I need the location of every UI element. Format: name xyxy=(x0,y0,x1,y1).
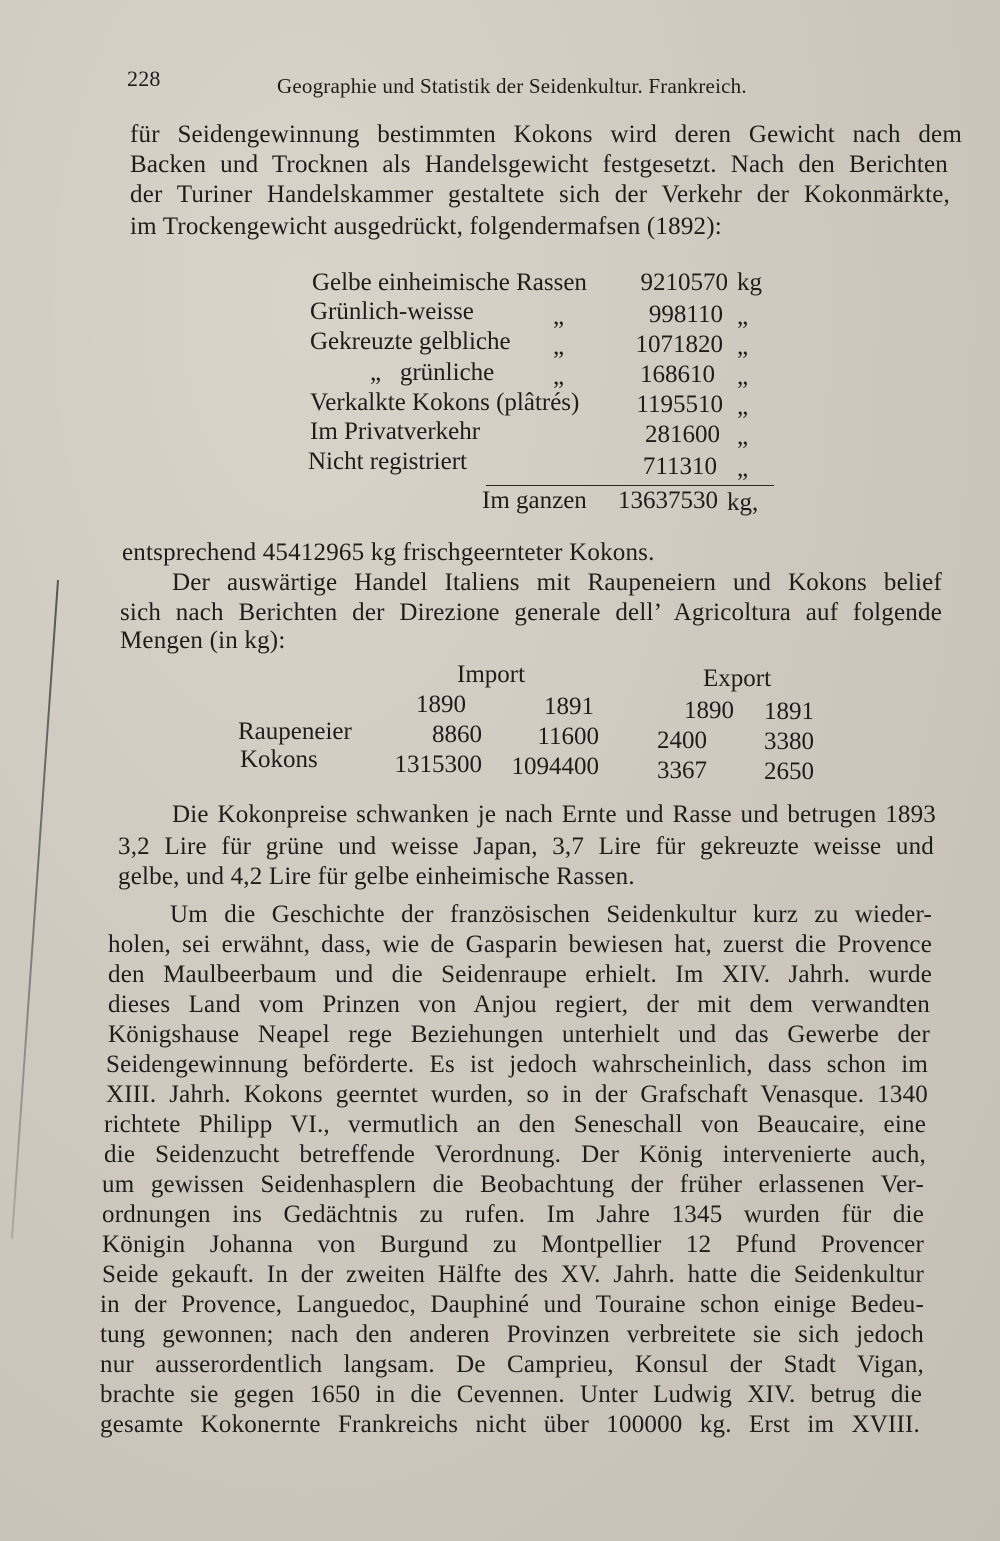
row-label: Nicht registriert xyxy=(308,448,467,475)
row-label: Gekreuzte gelbliche xyxy=(310,328,511,355)
row-value: 998110 xyxy=(648,301,723,328)
row-value: 3380 xyxy=(764,728,814,755)
row-label: Gelbe einheimische Rassen xyxy=(312,269,587,296)
row-value: 711310 xyxy=(642,453,717,480)
intro-line: für Seidengewinnung bestimmten Kokons wird deren Gewicht nach dem xyxy=(130,121,962,148)
year-header: 1890 xyxy=(416,691,466,718)
history-line: die Seidenzucht betreffende Verordnung. Der König intervenierte auch, xyxy=(104,1141,926,1168)
history-line: Seide gekauft. In der zweiten Hälfte des XV. Jahrh. hatte die Seidenkultur xyxy=(102,1261,924,1288)
year-header: 1891 xyxy=(544,693,594,720)
intro-line: im Trockengewicht ausgedrückt, folgendermafsen (1892): xyxy=(130,213,722,240)
row-value: 2650 xyxy=(764,758,814,785)
row-label: Kokons xyxy=(240,746,318,773)
row-unit: „ xyxy=(737,363,749,390)
row-value: 11600 xyxy=(537,723,599,750)
history-line: in der Provence, Languedoc, Dauphiné und Touraine schon einige Bedeu- xyxy=(100,1291,924,1318)
row-unit: „ xyxy=(737,333,749,360)
history-line: richtete Philipp VI., vermutlich an den Seneschall von Beaucaire, eine xyxy=(104,1111,926,1138)
history-line: Seidengewinnung beförderte. Es ist jedoch wahrscheinlich, dass schon im xyxy=(106,1051,928,1078)
row-unit: „ xyxy=(737,303,749,330)
row-value: 1315300 xyxy=(394,751,482,778)
row-label: Grünlich-weisse xyxy=(310,298,474,325)
history-line: tung gewonnen; nach den anderen Provinzen verbreitete sie sich jedoch xyxy=(100,1321,924,1348)
page-number: 228 xyxy=(127,66,161,91)
row-label: Im Privatverkehr xyxy=(310,418,481,445)
year-header: 1891 xyxy=(764,698,814,725)
history-line: Um die Geschichte der französischen Seidenkultur kurz zu wieder- xyxy=(170,901,932,928)
history-line: brachte sie gegen 1650 in die Cevennen. Unter Ludwig XIV. betrug die xyxy=(100,1381,922,1408)
history-line: nur ausserordentlich langsam. De Camprieu, Konsul der Stadt Vigan, xyxy=(100,1351,924,1378)
row-value: 2400 xyxy=(657,727,707,754)
row-label: Verkalkte Kokons (plâtrés) xyxy=(310,389,580,416)
equivalent-line: entsprechend 45412965 kg frischgeernteter Kokons. xyxy=(122,539,655,566)
row-unit: „ xyxy=(737,423,749,450)
history-line: den Maulbeerbaum und die Seidenraupe erhielt. Im XIV. Jahrh. wurde xyxy=(108,961,932,988)
page-header xyxy=(127,66,827,106)
total-label: Im ganzen xyxy=(482,487,587,514)
row-unit: „ xyxy=(737,455,749,482)
history-line: um gewissen Seidenhasplern die Beobachtung der früher erlassenen Ver- xyxy=(102,1171,924,1198)
history-line: holen, sei erwähnt, dass, wie de Gasparin bewiesen hat, zuerst die Provence xyxy=(108,931,932,958)
history-line: gesamte Kokonernte Frankreichs nicht über 100000 kg. Erst im XVIII. xyxy=(100,1411,920,1438)
ditto-mark: „ xyxy=(553,363,565,390)
row-value: 1094400 xyxy=(511,753,599,780)
price-line: gelbe, und 4,2 Lire für gelbe einheimische Rassen. xyxy=(118,863,635,890)
intro-line: Backen und Trocknen als Handelsgewicht festgesetzt. Nach den Berichten xyxy=(130,151,948,178)
history-line: XIII. Jahrh. Kokons geerntet wurden, so in der Grafschaft Venasque. 1340 xyxy=(106,1081,928,1108)
row-value: 168610 xyxy=(640,361,715,388)
trade-line: sich nach Berichten der Direzione generale dell’ Agricoltura auf folgende xyxy=(120,599,942,626)
row-value: 1071820 xyxy=(635,331,723,358)
trade-line: Mengen (in kg): xyxy=(120,627,286,654)
row-label: „ grünliche xyxy=(370,359,495,386)
export-header: Export xyxy=(703,665,772,692)
row-value: 1195510 xyxy=(636,391,723,418)
row-value: 8860 xyxy=(432,721,482,748)
row-value: 281600 xyxy=(645,421,720,448)
history-line: Königshause Neapel rege Beziehungen unterhielt und das Gewerbe der xyxy=(108,1021,930,1048)
row-unit: kg xyxy=(737,269,762,296)
ditto-mark: „ xyxy=(553,303,565,330)
total-unit: kg, xyxy=(727,489,759,516)
row-label: Raupeneier xyxy=(238,718,352,745)
row-value: 9210570 xyxy=(640,269,728,296)
total-value: 13637530 xyxy=(618,487,718,514)
margin-pencil-line xyxy=(11,580,59,1239)
history-line: Königin Johanna von Burgund zu Montpellier 12 Pfund Provencer xyxy=(102,1231,924,1258)
trade-line: Der auswärtige Handel Italiens mit Raupeneiern und Kokons belief xyxy=(172,569,942,596)
history-line: dieses Land vom Prinzen von Anjou regiert, der mit dem verwandten xyxy=(108,991,930,1018)
price-line: 3,2 Lire für grüne und weisse Japan, 3,7 Lire für gekreuzte weisse und xyxy=(118,833,934,860)
history-line: ordnungen ins Gedächtnis zu rufen. Im Jahre 1345 wurden für die xyxy=(102,1201,924,1228)
price-line: Die Kokonpreise schwanken je nach Ernte und Rasse und betrugen 1893 xyxy=(172,801,936,828)
intro-line: der Turiner Handelskammer gestaltete sich der Verkehr der Kokonmärkte, xyxy=(130,181,950,208)
year-header: 1890 xyxy=(684,697,734,724)
running-title: Geographie und Statistik der Seidenkultur. Frankreich. xyxy=(277,74,747,98)
import-header: Import xyxy=(457,661,526,688)
row-value: 3367 xyxy=(657,757,707,784)
row-unit: „ xyxy=(737,393,749,420)
ditto-mark: „ xyxy=(553,333,565,360)
